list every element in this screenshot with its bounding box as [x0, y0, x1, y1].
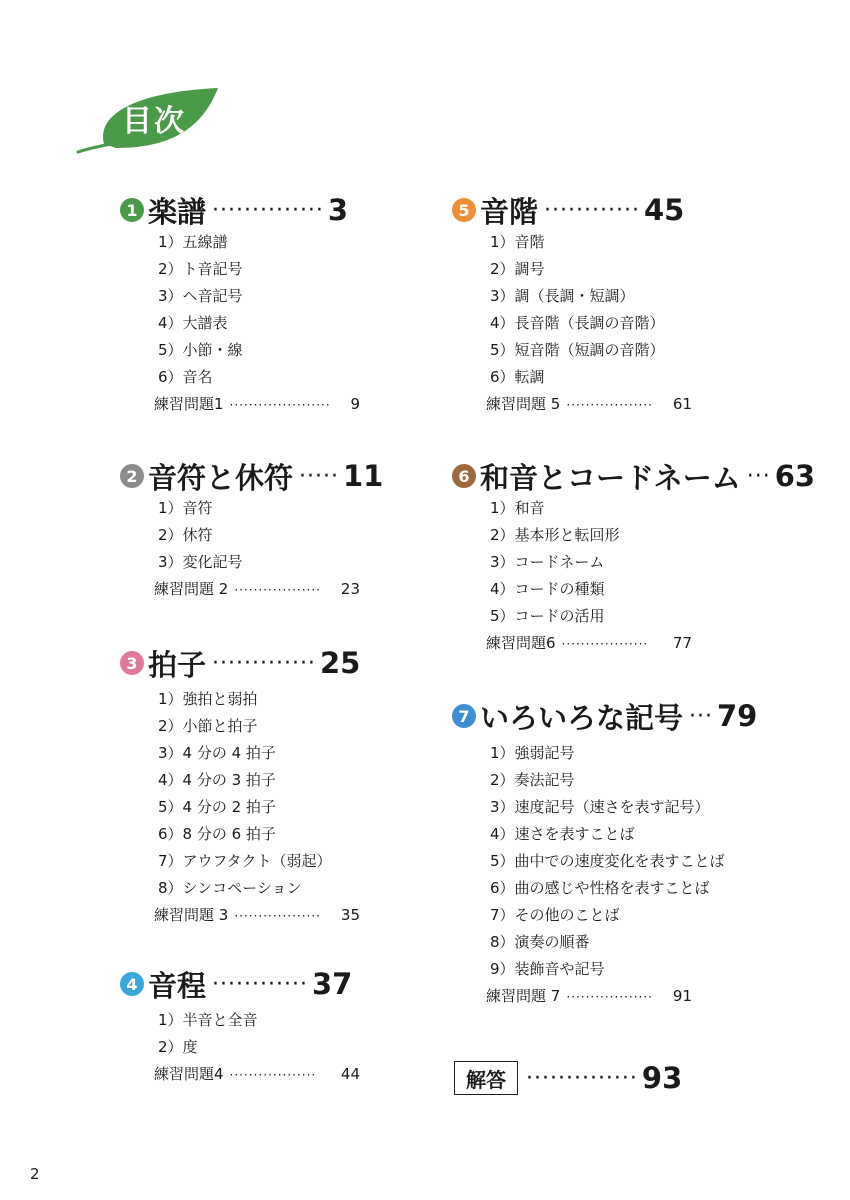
list-item: 1）強拍と弱拍 [158, 690, 258, 708]
subsection-list [120, 1007, 360, 1061]
list-item: 9）装飾音や記号 [490, 960, 605, 978]
exercise-page-number: 77 [672, 634, 692, 652]
section-number-badge: 3 [120, 651, 144, 675]
toc-answers [454, 1060, 682, 1096]
exercise-entry [154, 902, 360, 929]
section-number-badge: 1 [120, 198, 144, 222]
toc-section-5 [452, 192, 692, 418]
toc-section-4 [120, 966, 360, 1088]
dot-leader: ············ [212, 971, 308, 997]
exercise-page-number: 9 [350, 395, 360, 413]
page-number: 2 [30, 1165, 40, 1183]
section-title: 和音とコードネーム [480, 460, 741, 495]
list-item: 1）半音と全音 [158, 1011, 258, 1029]
dot-leader: ············ [544, 197, 640, 223]
exercise-page-number: 91 [672, 987, 692, 1005]
section-heading [120, 192, 360, 228]
dot-leader: ·················· [234, 909, 321, 923]
toc-section-6 [452, 458, 815, 657]
section-title: 楽譜 [148, 194, 207, 229]
exercise-label: 練習問題 5 [486, 395, 561, 413]
section-number-badge: 5 [452, 198, 476, 222]
section-heading [120, 966, 360, 1002]
exercise-label: 練習問題1 [154, 395, 224, 413]
list-item: 1）音符 [158, 499, 213, 517]
section-page-number: 25 [319, 646, 361, 680]
section-page-number: 11 [342, 459, 384, 493]
list-item: 2）基本形と転回形 [490, 526, 620, 544]
answer-label-box: 解答 [454, 1061, 518, 1095]
section-page-number: 3 [327, 193, 349, 227]
section-number-badge: 6 [452, 464, 476, 488]
exercise-page-number: 23 [340, 580, 360, 598]
list-item: 3）変化記号 [158, 553, 243, 571]
exercise-entry [486, 983, 692, 1010]
dot-leader: ·················· [229, 1068, 317, 1082]
list-item: 3）ヘ音記号 [158, 287, 243, 305]
exercise-page-number: 35 [340, 906, 360, 924]
list-item: 4）速さを表すことば [490, 825, 635, 843]
exercise-entry [154, 391, 360, 418]
list-item: 3）調（長調・短調） [490, 287, 635, 305]
list-item: 1）五線譜 [158, 233, 228, 251]
dot-leader: ·················· [234, 583, 321, 597]
list-item: 1）強弱記号 [490, 744, 575, 762]
dot-leader: ·················· [561, 637, 649, 651]
exercise-label: 練習問題 2 [154, 580, 229, 598]
section-title: 音程 [148, 968, 207, 1003]
exercise-label: 練習問題6 [486, 634, 556, 652]
dot-leader: ··· [689, 703, 713, 729]
dot-leader: ·················· [566, 990, 653, 1004]
list-item: 6）転調 [490, 368, 545, 386]
list-item: 6）8 分の 6 拍子 [158, 825, 276, 843]
answer-page-number: 93 [641, 1061, 683, 1095]
exercise-entry [154, 576, 360, 603]
list-item: 4）コードの種類 [490, 580, 605, 598]
section-title: 音階 [480, 194, 539, 229]
toc-section-2 [120, 458, 383, 603]
list-item: 5）4 分の 2 拍子 [158, 798, 276, 816]
subsection-list [452, 495, 815, 630]
list-item: 2）小節と拍子 [158, 717, 258, 735]
dot-leader: ····················· [229, 398, 331, 412]
list-item: 4）大譜表 [158, 314, 228, 332]
dot-leader: ····· [299, 463, 339, 489]
list-item: 5）曲中での速度変化を表すことば [490, 852, 725, 870]
section-heading [452, 458, 815, 494]
section-title: 拍子 [148, 647, 207, 682]
list-item: 7）アウフタクト（弱起） [158, 852, 332, 870]
toc-section-3 [120, 645, 360, 929]
section-number-badge: 4 [120, 972, 144, 996]
page-title: 目次 [122, 104, 186, 139]
exercise-entry [486, 391, 692, 418]
list-item: 1）音階 [490, 233, 545, 251]
exercise-page-number: 44 [340, 1065, 360, 1083]
list-item: 4）4 分の 3 拍子 [158, 771, 276, 789]
exercise-label: 練習問題 7 [486, 987, 561, 1005]
section-title: いろいろな記号 [480, 700, 684, 735]
subsection-list [120, 686, 360, 902]
section-page-number: 63 [774, 459, 816, 493]
dot-leader: ··· [746, 463, 771, 489]
section-heading [452, 698, 757, 734]
section-page-number: 37 [311, 967, 353, 1001]
list-item: 5）コードの活用 [490, 607, 605, 625]
dot-leader: ·············· [212, 197, 324, 223]
subsection-list [120, 229, 360, 391]
list-item: 4）長音階（長調の音階） [490, 314, 665, 332]
list-item: 6）音名 [158, 368, 213, 386]
section-page-number: 79 [717, 699, 758, 733]
list-item: 3）速度記号（速さを表す記号） [490, 798, 710, 816]
dot-leader: ·················· [566, 398, 653, 412]
section-page-number: 45 [643, 193, 685, 227]
list-item: 1）和音 [490, 499, 545, 517]
section-heading [454, 1060, 682, 1096]
toc-section-7 [452, 698, 757, 1010]
section-number-badge: 2 [120, 464, 144, 488]
exercise-label: 練習問題4 [154, 1065, 224, 1083]
section-title: 音符と休符 [148, 460, 294, 495]
exercise-entry [154, 1061, 360, 1088]
section-heading [120, 645, 360, 681]
list-item: 5）小節・線 [158, 341, 243, 359]
list-item: 8）シンコペーション [158, 879, 302, 897]
list-item: 2）ト音記号 [158, 260, 243, 278]
list-item: 5）短音階（短調の音階） [490, 341, 665, 359]
list-item: 2）休符 [158, 526, 213, 544]
exercise-entry [486, 630, 692, 657]
list-item: 3）コードネーム [490, 553, 605, 571]
subsection-list [452, 740, 757, 983]
section-heading [120, 458, 383, 494]
toc-section-1 [120, 192, 360, 418]
section-number-badge: 7 [452, 704, 476, 728]
list-item: 2）度 [158, 1038, 198, 1056]
list-item: 3）4 分の 4 拍子 [158, 744, 276, 762]
section-heading [452, 192, 692, 228]
list-item: 7）その他のことば [490, 906, 620, 924]
exercise-page-number: 61 [672, 395, 692, 413]
list-item: 6）曲の感じや性格を表すことば [490, 879, 710, 897]
dot-leader: ·············· [526, 1065, 638, 1091]
list-item: 2）調号 [490, 260, 545, 278]
list-item: 2）奏法記号 [490, 771, 575, 789]
list-item: 8）演奏の順番 [490, 933, 590, 951]
subsection-list [452, 229, 692, 391]
dot-leader: ············· [212, 650, 316, 676]
subsection-list [120, 495, 383, 576]
exercise-label: 練習問題 3 [154, 906, 229, 924]
